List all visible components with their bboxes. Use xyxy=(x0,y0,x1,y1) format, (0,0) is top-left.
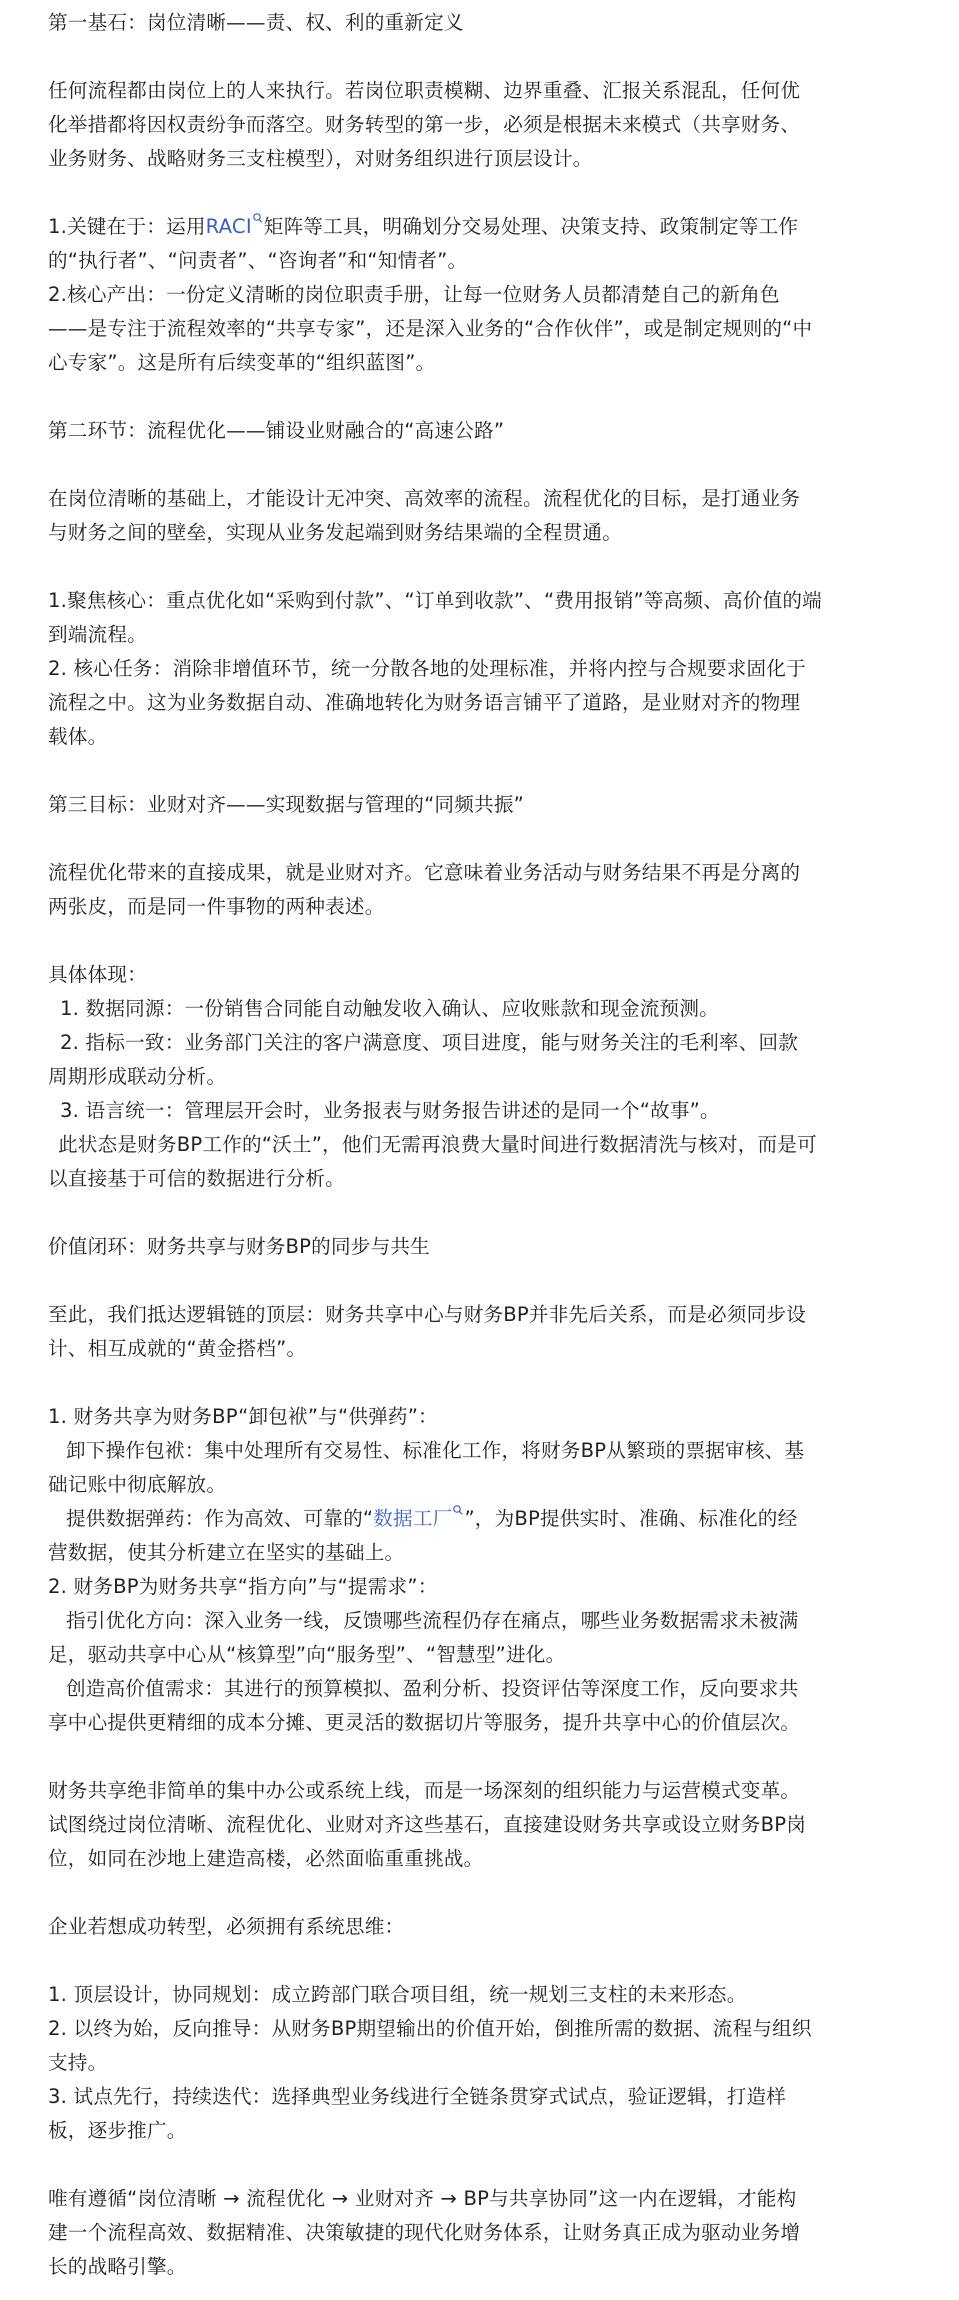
data-factory-link-text[interactable]: 数据工厂 xyxy=(373,1507,453,1530)
raci-link-text[interactable]: RACI xyxy=(205,215,252,238)
paragraph-line: 至此，我们抵达逻辑链的顶层：财务共享中心与财务BP并非先后关系，而是必须同步设 xyxy=(48,1303,807,1326)
spacer xyxy=(48,1876,911,1910)
list-item: 2. 核心任务：消除非增值环节，统一分散各地的处理标准，并将内控与合规要求固化于 xyxy=(48,657,806,680)
paragraph-line: 长的战略引擎。 xyxy=(48,2255,187,2278)
section-heading-2: 第二环节：流程优化——铺设业财融合的“高速公路” xyxy=(48,419,505,442)
list-item-line: 心专家”。这是所有后续变革的“组织蓝图”。 xyxy=(48,351,436,374)
paragraph-line: 在岗位清晰的基础上，才能设计无冲突、高效率的流程。流程优化的目标，是打通业务 xyxy=(48,487,801,510)
data-factory-link[interactable] xyxy=(373,1507,464,1530)
spacer xyxy=(48,754,911,788)
spacer xyxy=(48,924,911,958)
paragraph-line: 与财务之间的壁垒，实现从业务发起端到财务结果端的全程贯通。 xyxy=(48,521,623,544)
paragraph-line: 业务财务、战略财务三支柱模型），对财务组织进行顶层设计。 xyxy=(48,147,593,170)
list-intro: 具体体现： xyxy=(48,963,147,986)
spacer xyxy=(48,1264,911,1298)
sub-item-line: 础记账中彻底解放。 xyxy=(48,1473,227,1496)
spacer xyxy=(48,176,911,210)
sub-item xyxy=(48,1502,911,1536)
list-intro: 企业若想成功转型，必须拥有系统思维： xyxy=(48,1915,405,1938)
paragraph-line: 唯有遵循“岗位清晰 → 流程优化 → 业财对齐 → BP与共享协同”这一内在逻辑，才能构 xyxy=(48,2187,797,2210)
spacer xyxy=(48,1196,911,1230)
paragraph-line: 试图绕过岗位清晰、流程优化、业财对齐这些基石，直接建设财务共享或设立财务BP岗 xyxy=(48,1813,807,1836)
list-item-text: 1.关键在于：运用 xyxy=(48,215,206,238)
list-item-line: 板，逐步推广。 xyxy=(48,2119,187,2142)
sub-item: 创造高价值需求：其进行的预算模拟、盈利分析、投资评估等深度工作，反向要求共 xyxy=(66,1677,799,1700)
spacer xyxy=(48,40,911,74)
raci-link[interactable] xyxy=(206,215,264,238)
paragraph-line: 财务共享绝非简单的集中办公或系统上线，而是一场深刻的组织能力与运营模式变革。 xyxy=(48,1779,801,1802)
section-heading-1: 第一基石：岗位清晰——责、权、利的重新定义 xyxy=(48,11,464,34)
spacer xyxy=(48,822,911,856)
list-item xyxy=(48,210,911,244)
list-item-line: 流程之中。这为业务数据自动、准确地转化为财务语言铺平了道路，是业财对齐的物理 xyxy=(48,691,801,714)
paragraph-line: 以直接基于可信的数据进行分析。 xyxy=(48,1167,345,1190)
list-item: 1. 数据同源：一份销售合同能自动触发收入确认、应收账款和现金流预测。 xyxy=(60,997,719,1020)
search-icon xyxy=(452,1504,464,1518)
spacer xyxy=(48,1366,911,1400)
paragraph-line: 位，如同在沙地上建造高楼，必然面临重重挑战。 xyxy=(48,1847,484,1870)
sub-item: 卸下操作包袱：集中处理所有交易性、标准化工作，将财务BP从繁琐的票据审核、基 xyxy=(66,1439,805,1462)
sub-item-text: 提供数据弹药：作为高效、可靠的“ xyxy=(66,1507,374,1530)
sub-item-text: ”，为BP提供实时、准确、标准化的经 xyxy=(464,1507,798,1530)
spacer xyxy=(48,448,911,482)
spacer xyxy=(48,1740,911,1774)
list-item-line: 支持。 xyxy=(48,2051,108,2074)
list-item-line: 到端流程。 xyxy=(48,623,147,646)
list-item-line: 周期形成联动分析。 xyxy=(48,1065,227,1088)
section-heading-4: 价值闭环：财务共享与财务BP的同步与共生 xyxy=(48,1235,430,1258)
list-item-line: ——是专注于流程效率的“共享专家”，还是深入业务的“合作伙伴”，或是制定规则的“中 xyxy=(48,317,813,340)
paragraph-line: 计、相互成就的“黄金搭档”。 xyxy=(48,1337,307,1360)
sub-item-line: 足，驱动共享中心从“核算型”向“服务型”、“智慧型”进化。 xyxy=(48,1643,566,1666)
section-heading-3: 第三目标：业财对齐——实现数据与管理的“同频共振” xyxy=(48,793,524,816)
list-item: 2. 以终为始，反向推导：从财务BP期望输出的价值开始，倒推所需的数据、流程与组织 xyxy=(48,2017,812,2040)
sub-item-line: 营数据，使其分析建立在坚实的基础上。 xyxy=(48,1541,405,1564)
spacer xyxy=(48,550,911,584)
list-item: 1.聚焦核心：重点优化如“采购到付款”、“订单到收款”、“费用报销”等高频、高价值的端 xyxy=(48,589,822,612)
paragraph-line: 任何流程都由岗位上的人来执行。若岗位职责模糊、边界重叠、汇报关系混乱，任何优 xyxy=(48,79,801,102)
spacer xyxy=(48,2148,911,2182)
list-item: 1. 财务共享为财务BP“卸包袱”与“供弹药”： xyxy=(48,1405,438,1428)
spacer xyxy=(48,380,911,414)
sub-item-line: 享中心提供更精细的成本分摊、更灵活的数据切片等服务，提升共享中心的价值层次。 xyxy=(48,1711,801,1734)
paragraph-line: 两张皮，而是同一件事物的两种表述。 xyxy=(48,895,385,918)
list-item-line: 的“执行者”、“问责者”、“咨询者”和“知情者”。 xyxy=(48,249,468,272)
list-item: 2. 财务BP为财务共享“指方向”与“提需求”： xyxy=(48,1575,438,1598)
sub-item: 指引优化方向：深入业务一线，反馈哪些流程仍存在痛点，哪些业务数据需求未被满 xyxy=(66,1609,799,1632)
paragraph-line: 此状态是财务BP工作的“沃土”，他们无需再浪费大量时间进行数据清洗与核对，而是可 xyxy=(58,1133,817,1156)
list-item-text: 矩阵等工具，明确划分交易处理、决策支持、政策制定等工作 xyxy=(263,215,799,238)
spacer xyxy=(48,1944,911,1978)
paragraph-line: 化举措都将因权责纷争而落空。财务转型的第一步，必须是根据未来模式（共享财务、 xyxy=(48,113,801,136)
list-item: 2. 指标一致：业务部门关注的客户满意度、项目进度，能与财务关注的毛利率、回款 xyxy=(60,1031,799,1054)
list-item-line: 载体。 xyxy=(48,725,108,748)
list-item: 1. 顶层设计，协同规划：成立跨部门联合项目组，统一规划三支柱的未来形态。 xyxy=(48,1983,747,2006)
list-item: 3. 语言统一：管理层开会时，业务报表与财务报告讲述的是同一个“故事”。 xyxy=(60,1099,720,1122)
paragraph-line: 流程优化带来的直接成果，就是业财对齐。它意味着业务活动与财务结果不再是分离的 xyxy=(48,861,801,884)
list-item: 2.核心产出：一份定义清晰的岗位职责手册，让每一位财务人员都清楚自己的新角色 xyxy=(48,283,780,306)
list-item: 3. 试点先行，持续迭代：选择典型业务线进行全链条贯穿式试点，验证逻辑，打造样 xyxy=(48,2085,787,2108)
search-icon xyxy=(252,212,264,226)
paragraph-line: 建一个流程高效、数据精准、决策敏捷的现代化财务体系，让财务真正成为驱动业务增 xyxy=(48,2221,801,2244)
